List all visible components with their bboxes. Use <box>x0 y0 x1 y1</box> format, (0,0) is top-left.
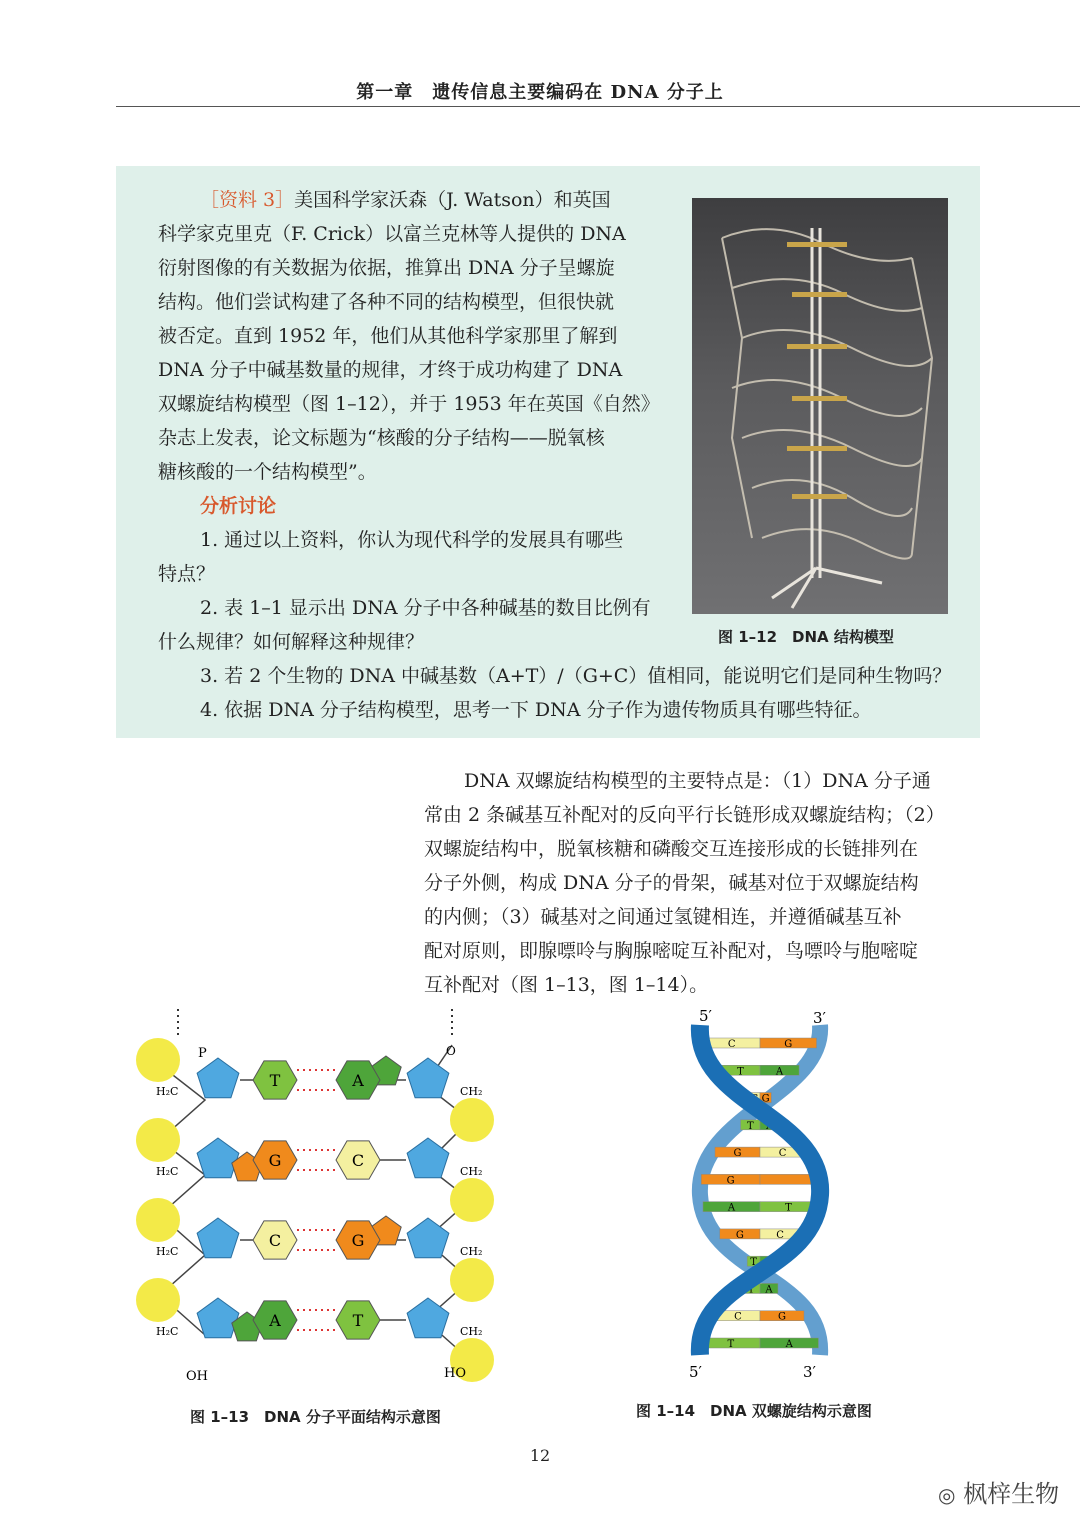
material-line-2: 科学家克里克（F. Crick）以富兰克林等人提供的 DNA <box>158 223 626 245</box>
body-line-7: 互补配对（图 1–13，图 1–14）。 <box>424 974 709 996</box>
material-line-3: 衍射图像的有关数据为依据，推算出 DNA 分子呈螺旋 <box>158 257 615 279</box>
watermark-text: 枫梓生物 <box>963 1480 1060 1508</box>
phosphate-left <box>136 1278 180 1322</box>
base-label-right: G <box>351 1231 365 1250</box>
base-label-right: C <box>351 1151 365 1170</box>
wechat-icon: ◎ <box>938 1483 956 1507</box>
header-divider <box>116 106 1080 107</box>
base-label-left: A <box>269 1311 281 1330</box>
helix-base-left: G <box>726 1175 735 1187</box>
material-line-6: DNA 分子中碱基数量的规律，才终于成功构建了 DNA <box>158 359 623 381</box>
label-ch2-3: CH₂ <box>460 1245 483 1258</box>
label-p: P <box>198 1046 207 1061</box>
question-2-line-2: 什么规律？如何解释这种规律？ <box>158 631 425 653</box>
label-o-top: O <box>446 1044 456 1058</box>
helix-base-right: G <box>777 1311 786 1323</box>
phosphate-right <box>450 1258 494 1302</box>
sugar-left <box>197 1298 239 1338</box>
helix-base-left: T <box>727 1339 735 1350</box>
dna-helix-diagram <box>675 1005 845 1390</box>
helix-base-right: A <box>775 1066 784 1078</box>
label-ch2-1: CH₂ <box>460 1085 483 1098</box>
helix-base-right: A <box>785 1339 793 1350</box>
dna-planar-diagram <box>130 1005 510 1400</box>
helix-base-left: C <box>750 1093 759 1105</box>
material-line-8: 杂志上发表，论文标题为“核酸的分子结构——脱氧核 <box>158 427 605 449</box>
watermark <box>938 1474 1059 1509</box>
helix-base-left: C <box>727 1039 736 1050</box>
question-3: 3. 若 2 个生物的 DNA 中碱基数（A+T）/（G+C）值相同，能说明它们是同种生物吗？ <box>200 665 952 687</box>
material-line-9: 糖核酸的一个结构模型”。 <box>158 461 377 483</box>
label-h2c-4: H₂C <box>156 1325 179 1338</box>
helix-base-right: A <box>762 1257 771 1269</box>
helix-base-right: A <box>765 1284 773 1296</box>
figure-14-caption: 图 1–14 DNA 双螺旋结构示意图 <box>636 1402 872 1420</box>
body-line-4: 分子外侧，构成 DNA 分子的骨架，碱基对位于双螺旋结构 <box>424 872 919 894</box>
label-h2c-3: H₂C <box>156 1245 179 1258</box>
question-1-line-2: 特点？ <box>158 563 216 585</box>
helix-base-left: T <box>737 1066 744 1078</box>
sugar-right <box>407 1138 449 1178</box>
body-line-6: 配对原则，即腺嘌呤与胸腺嘧啶互补配对，鸟嘌呤与胞嘧啶 <box>424 940 919 962</box>
label-ch2-2: CH₂ <box>460 1165 483 1178</box>
base-label-right: T <box>352 1311 364 1330</box>
body-line-2: 常由 2 条碱基互补配对的反向平行长链形成双螺旋结构；（2） <box>424 804 945 826</box>
helix-base-right: A <box>766 1120 774 1132</box>
base-label-left: T <box>269 1071 281 1090</box>
label-ho: HO <box>444 1366 466 1381</box>
base-label-left: G <box>268 1151 282 1170</box>
helix-base-left: T <box>746 1120 754 1132</box>
phosphate-left <box>136 1038 180 1082</box>
discussion-title: 分析讨论 <box>200 495 277 517</box>
helix-base-left: T <box>747 1284 755 1296</box>
question-1-line-1: 1. 通过以上资料，你认为现代科学的发展具有哪些 <box>200 529 624 551</box>
material-line-5: 被否定。直到 1952 年，他们从其他科学家那里了解到 <box>158 325 618 347</box>
base-label-left: C <box>268 1231 282 1250</box>
material-line-1: 美国科学家沃森（J. Watson）和英国 <box>294 189 611 211</box>
helix-base-left: A <box>727 1202 736 1214</box>
helix-base-right: C <box>778 1148 787 1160</box>
question-2-line-1: 2. 表 1–1 显示出 DNA 分子中各种碱基的数目比例有 <box>200 597 651 619</box>
material-first-line <box>200 184 611 217</box>
material-line-7: 双螺旋结构模型（图 1–12），并于 1953 年在英国《自然》 <box>158 393 660 415</box>
dna-model-illustration <box>692 198 948 614</box>
label-ch2-4: CH₂ <box>460 1325 483 1338</box>
body-line-1: DNA 双螺旋结构模型的主要特点是：（1）DNA 分子通 <box>464 770 931 792</box>
chapter-title: 第一章 遗传信息主要编码在 DNA 分子上 <box>356 82 724 103</box>
label-oh: OH <box>186 1369 208 1384</box>
material-line-4: 结构。他们尝试构建了各种不同的结构模型，但很快就 <box>158 291 615 313</box>
helix-base-right: G <box>784 1039 793 1050</box>
dna-model-photo <box>692 198 948 614</box>
helix-label-bottom-3: 3′ <box>803 1363 816 1381</box>
label-h2c-2: H₂C <box>156 1165 179 1178</box>
question-4: 4. 依据 DNA 分子结构模型，思考一下 DNA 分子作为遗传物质具有哪些特征。 <box>200 699 872 721</box>
body-line-5: 的内侧；（3）碱基对之间通过氢键相连，并遵循碱基互补 <box>424 906 902 928</box>
helix-base-left: G <box>733 1148 742 1160</box>
material-tag: ［资料 3］ <box>200 189 295 211</box>
figure-13-caption: 图 1–13 DNA 分子平面结构示意图 <box>190 1408 441 1426</box>
helix-base-left: G <box>735 1229 744 1241</box>
phosphate-right <box>450 1098 494 1142</box>
helix-base-left: C <box>734 1311 742 1323</box>
page-number: 12 <box>529 1446 551 1465</box>
label-h2c-1: H₂C <box>156 1085 179 1098</box>
sugar-left <box>197 1138 239 1178</box>
helix-base-left: T <box>750 1257 757 1269</box>
body-line-3: 双螺旋结构中，脱氧核糖和磷酸交互连接形成的长链排列在 <box>424 838 919 860</box>
sugar-left <box>197 1218 239 1258</box>
helix-label-bottom-5: 5′ <box>689 1363 702 1381</box>
phosphate-left <box>136 1118 180 1162</box>
phosphate-left <box>136 1198 180 1242</box>
helix-base-right: C <box>776 1229 784 1241</box>
base-label-right: A <box>352 1071 364 1090</box>
sugar-left <box>197 1058 239 1098</box>
sugar-right <box>407 1058 449 1098</box>
phosphate-right <box>450 1178 494 1222</box>
helix-label-top-3: 3′ <box>813 1009 826 1027</box>
helix-base-right: T <box>785 1202 792 1214</box>
helix-base-right: G <box>761 1093 770 1105</box>
figure-12-caption: 图 1–12 DNA 结构模型 <box>718 628 894 646</box>
helix-label-top-5: 5′ <box>699 1007 712 1025</box>
